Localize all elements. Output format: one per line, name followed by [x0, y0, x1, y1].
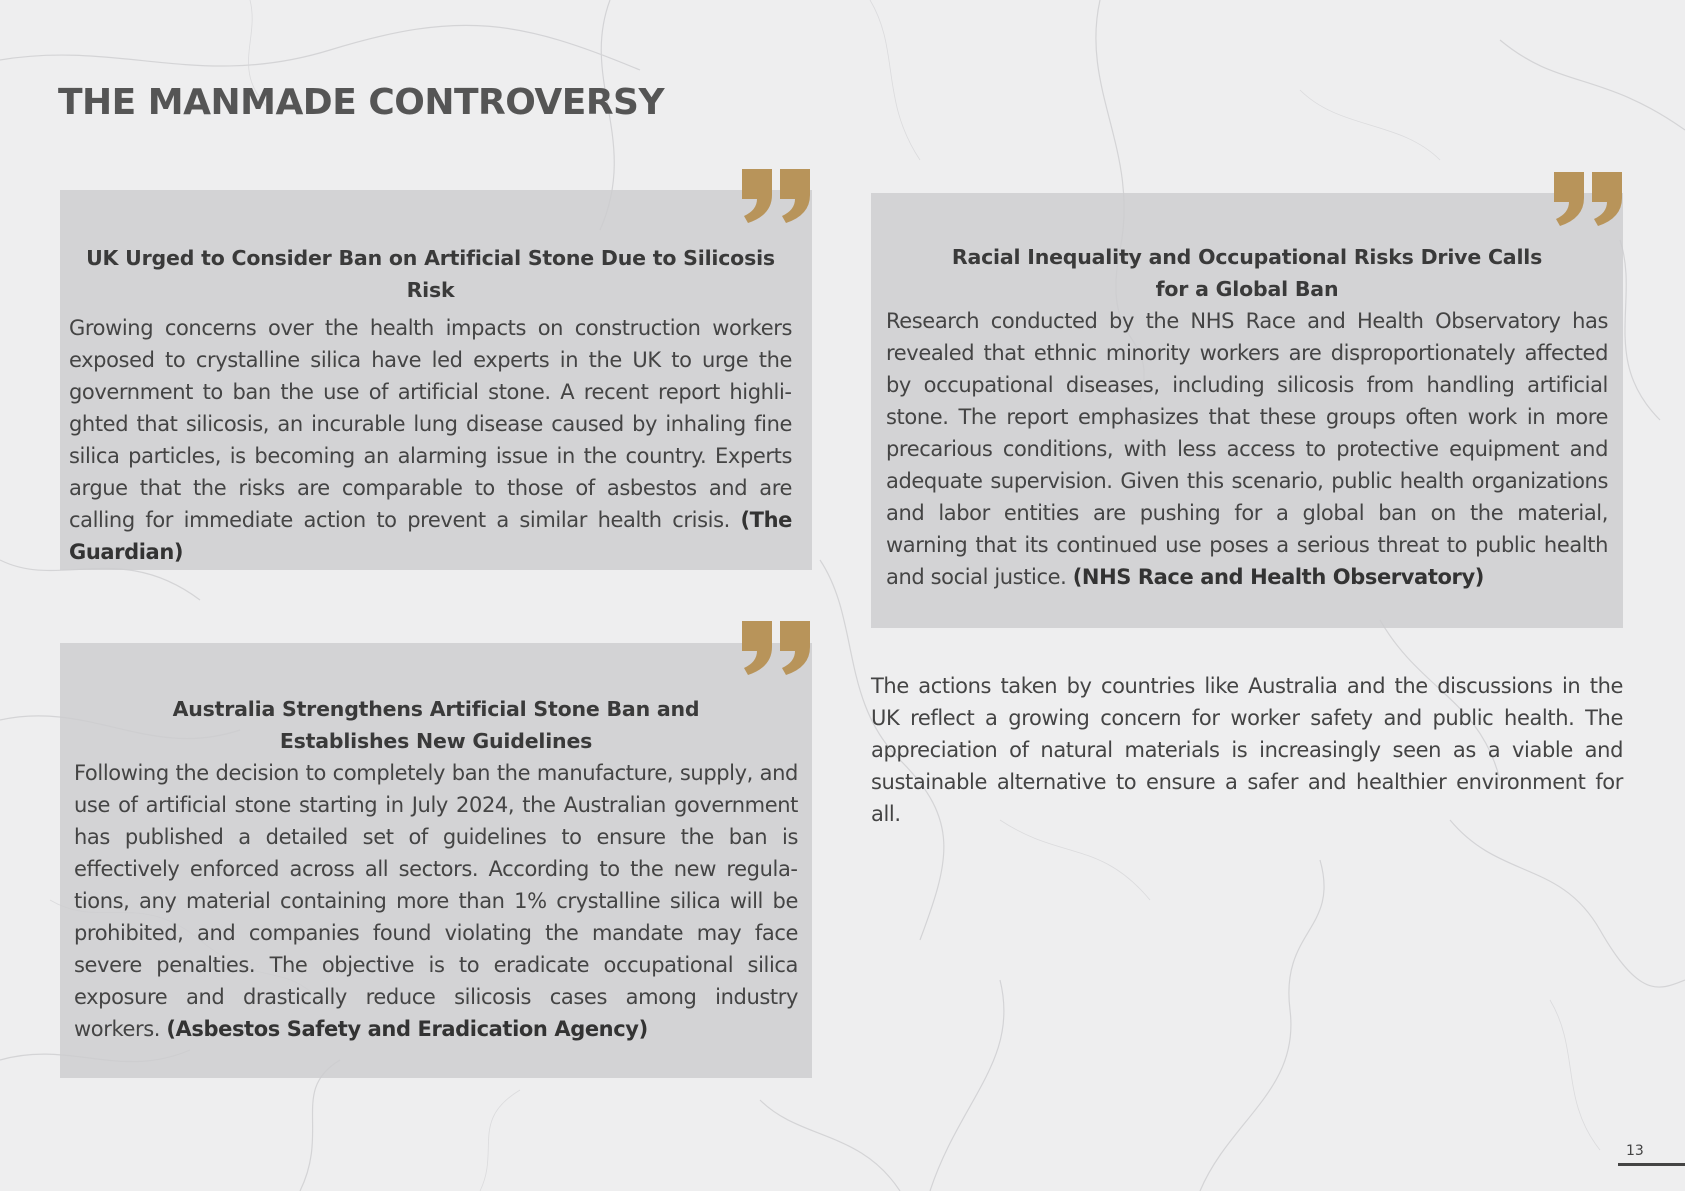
closing-quote-icon — [740, 169, 812, 223]
card-body-text: Growing concerns over the health impacts on construction workers exposed to crystalline silica have led experts in the UK to urge the government to ban the use of artificial stone. A recent report highlighted that silicosis, an incurable lung disease caused by inhaling fine silica particles, is becoming an alarming issue in the country. Experts argue that the risks are comparable to those of asbestos and are calling for immediate action to prevent a similar health crisis. — [69, 316, 792, 532]
page-number: 13 — [1626, 1143, 1644, 1159]
closing-quote-icon — [740, 621, 812, 675]
card-body — [886, 305, 1608, 593]
news-card-racial-inequality — [871, 193, 1623, 628]
page-number-rule — [1618, 1163, 1685, 1166]
card-source: (The Guardian) — [69, 508, 792, 564]
card-title: Australia Strengthens Artificial Stone Ban and Establishes New Guidelines — [172, 697, 700, 753]
card-title: UK Urged to Consider Ban on Artificial Stone Due to Silicosis Risk — [86, 246, 775, 302]
card-body — [69, 312, 792, 568]
closing-quote-icon — [1552, 172, 1624, 226]
news-card-australia — [60, 643, 812, 1078]
card-body — [74, 757, 798, 1045]
card-source: (NHS Race and Health Observatory) — [1072, 565, 1484, 589]
card-title: Racial Inequality and Occupational Risks Drive Calls for a Global Ban — [951, 245, 1543, 301]
card-body-text: Research conducted by the NHS Race and Health Observatory has revealed that ethnic minority workers are disproportionately affected by occupational diseases, including silicosis from handling artificial stone. The report emphasizes that these groups often work in more precarious conditions, with less access to protective equipment and adequate supervision. Given this scenario, public health organizations and labor entities are pushing for a global ban on the material, warning that its continued use poses a serious threat to public health and social justice. — [886, 309, 1608, 589]
news-card-uk — [60, 190, 812, 570]
closing-paragraph: The actions taken by countries like Australia and the discussions in the UK reflect a growing concern for worker safety and public health. The appreciation of natural materials is increasingly seen as a viable and sustainable alternative to ensure a safer and healthier environment for all. — [871, 674, 1623, 826]
card-body-text: Following the decision to completely ban the manufacture, supply, and use of artificial stone starting in July 2024, the Australian government has published a detailed set of guidelines to ensure the ban is effectively enforced across all sectors. According to the new regulations, any material containing more than 1% crystalline silica will be prohibited, and companies found violating the mandate may face severe penalties. The objective is to eradicate occupational silica exposure and drastically reduce silicosis cases among industry workers. — [74, 761, 798, 1041]
card-source: (Asbestos Safety and Eradication Agency) — [166, 1017, 648, 1041]
page-title: THE MANMADE CONTROVERSY — [58, 82, 665, 123]
